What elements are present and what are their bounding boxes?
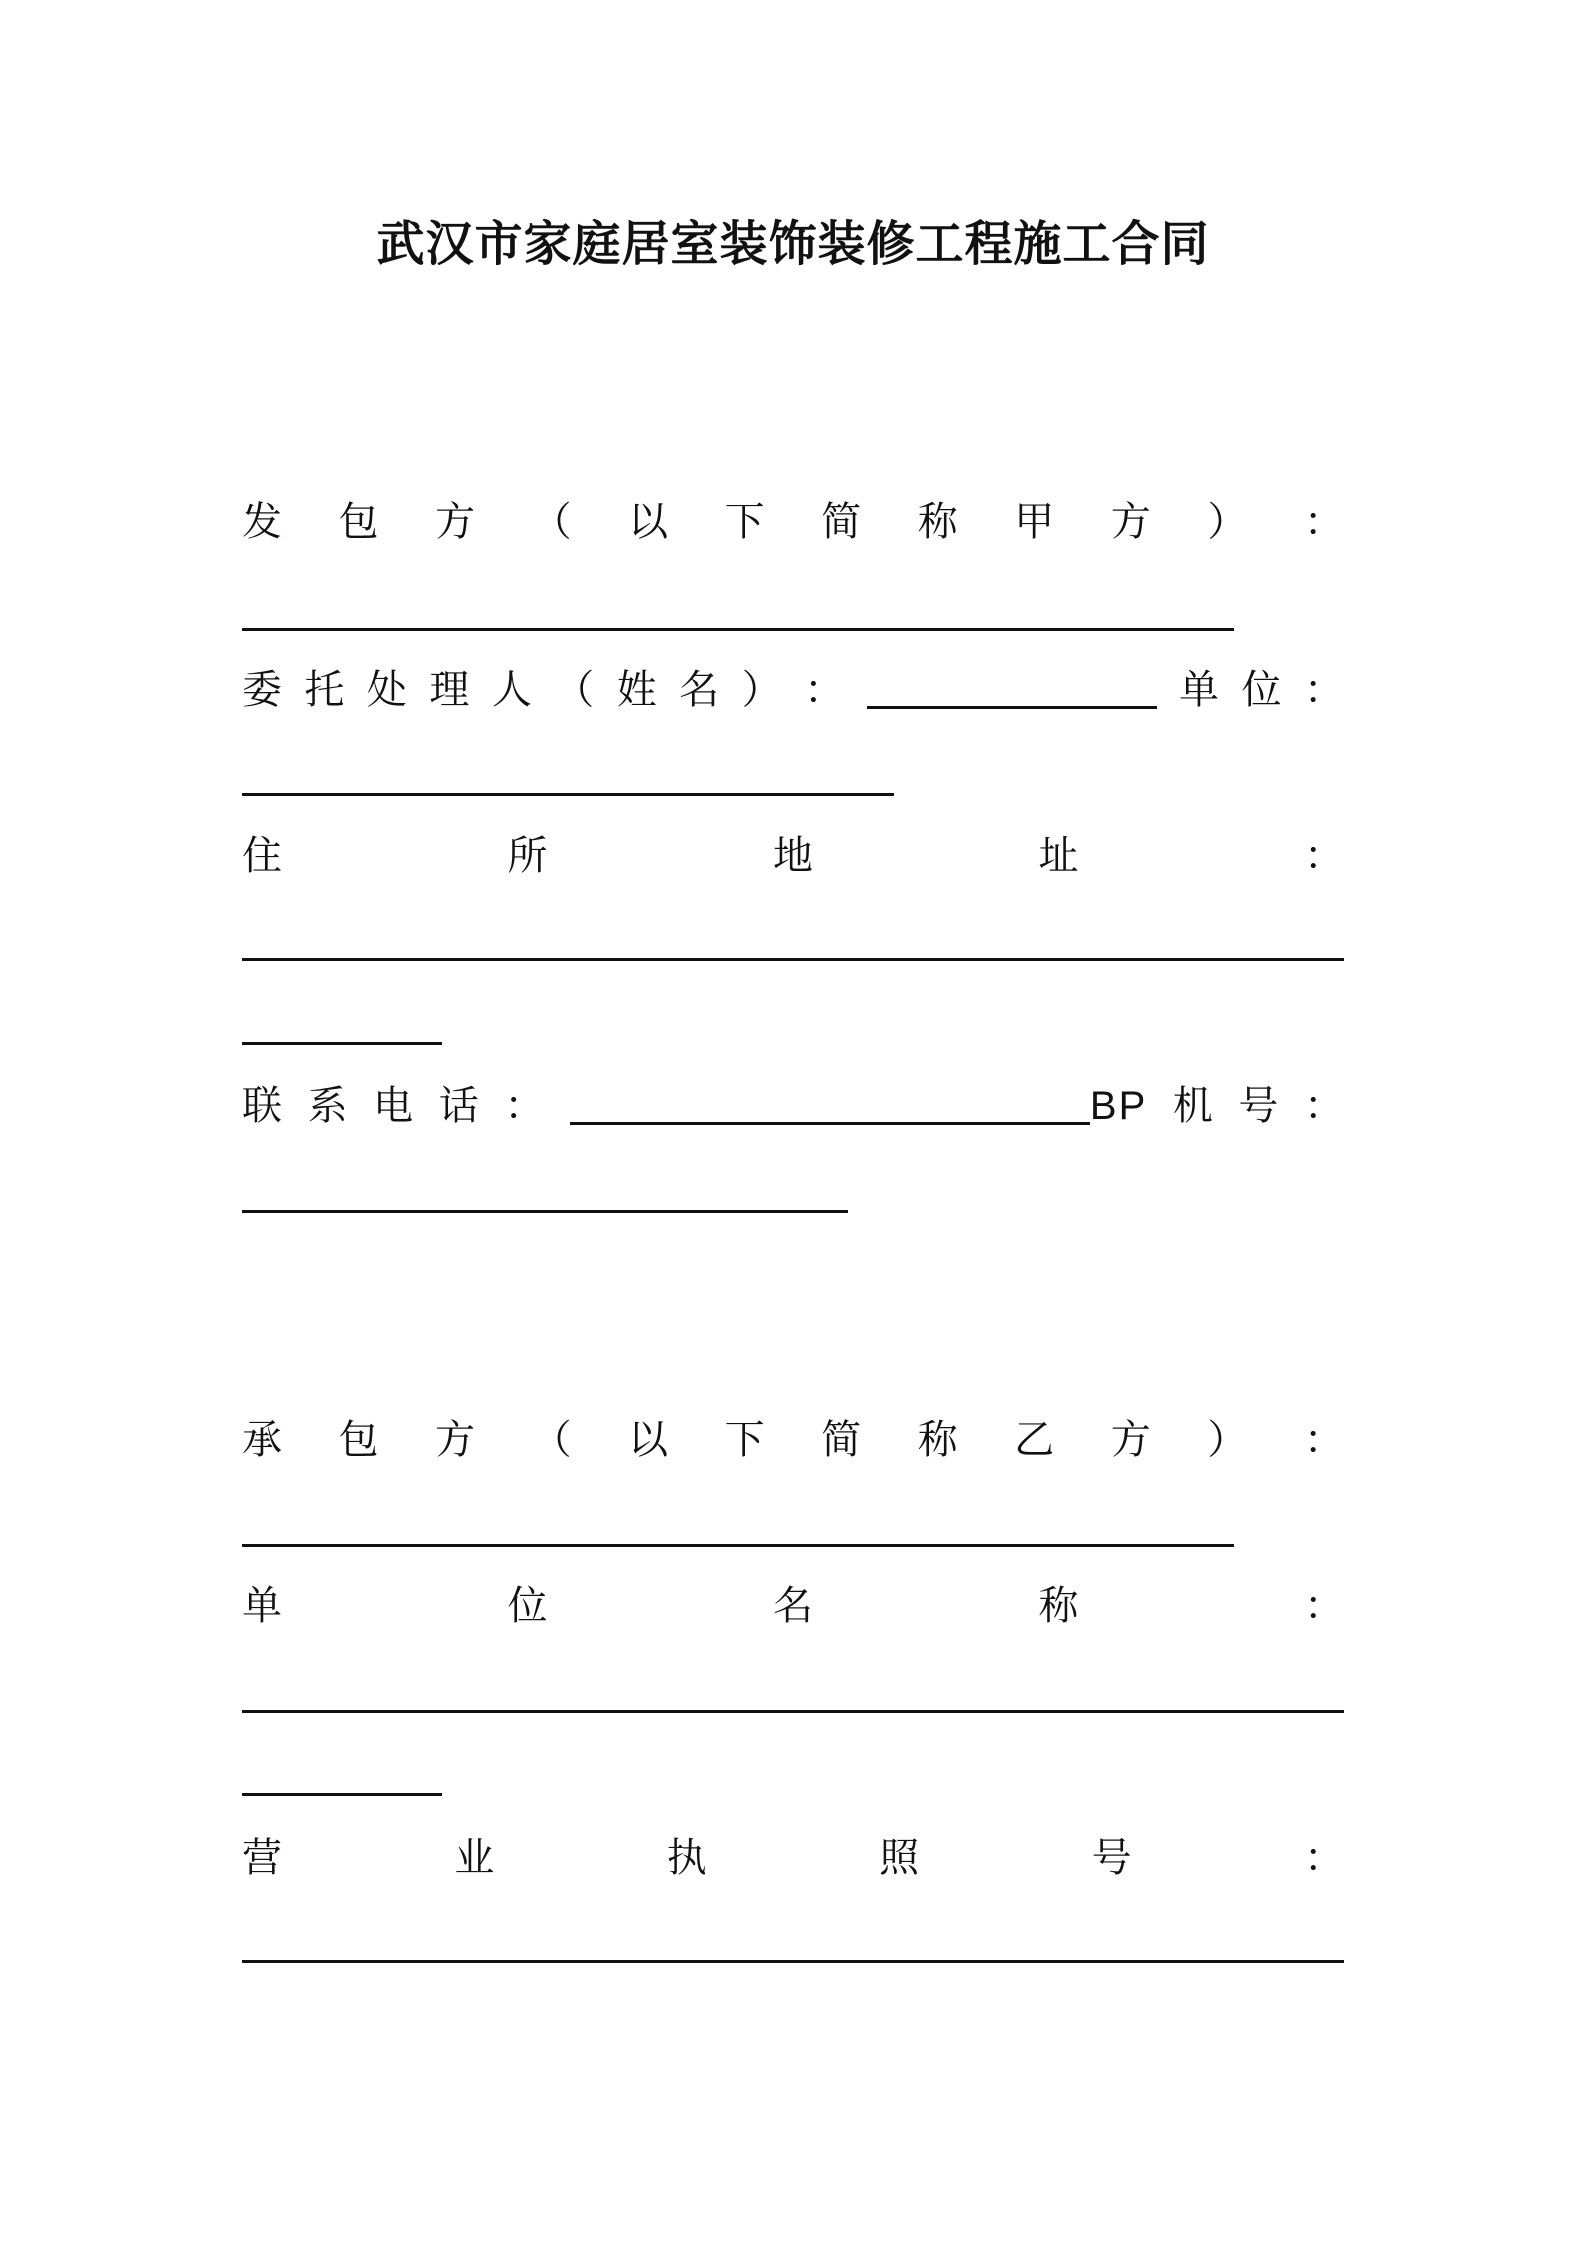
agent-char: 理: [429, 667, 470, 713]
document-title: 武汉市家庭居室装饰装修工程施工合同: [376, 216, 1210, 272]
heading-char: 承: [242, 1417, 282, 1463]
business-license-blank[interactable]: [242, 1960, 1344, 1963]
agent-name-blank[interactable]: [867, 662, 1157, 718]
heading-char: ）: [1207, 499, 1248, 545]
address-char: ：: [1304, 833, 1344, 879]
heading-char: 甲: [1014, 499, 1055, 545]
license-char: 照: [879, 1835, 920, 1881]
unit-name-char: 位: [507, 1583, 548, 1629]
party-a-heading: [242, 494, 1344, 550]
heading-char: 下: [724, 1417, 765, 1463]
phone-blank[interactable]: [570, 1078, 1147, 1134]
unit-name-char: 称: [1038, 1583, 1079, 1629]
unit-name-blank-continued[interactable]: [242, 1793, 442, 1796]
unit-name-blank[interactable]: [242, 1710, 1344, 1713]
unit-char: 位: [1241, 667, 1282, 713]
heading-char: 乙: [1014, 1417, 1055, 1463]
bp-prefix: BP: [1089, 1084, 1148, 1128]
phone-char: 系: [307, 1083, 348, 1129]
heading-char: 以: [628, 1417, 669, 1463]
phone-char: 联: [242, 1083, 282, 1129]
phone-line: [242, 1078, 1344, 1134]
party-a-name-blank[interactable]: [242, 628, 1234, 631]
phone-char: 电: [373, 1083, 414, 1129]
agent-char: 人: [491, 667, 532, 713]
heading-char: 方: [1110, 1417, 1151, 1463]
heading-char: 以: [628, 499, 669, 545]
license-char: 号: [1091, 1835, 1132, 1881]
unit-name-char: ：: [1304, 1583, 1344, 1629]
heading-char: ：: [1303, 499, 1344, 545]
address-char: 住: [242, 833, 282, 879]
agent-char: 委: [242, 667, 282, 713]
unit-name-line: [242, 1578, 1344, 1634]
heading-char: （: [531, 1417, 572, 1463]
license-char: 执: [666, 1835, 707, 1881]
heading-char: 简: [821, 499, 862, 545]
agent-char: 姓: [616, 667, 657, 713]
address-char: 址: [1038, 833, 1079, 879]
bp-char: 号: [1238, 1083, 1279, 1129]
agent-char: （: [554, 667, 595, 713]
license-char: 营: [242, 1835, 282, 1881]
heading-char: （: [531, 499, 572, 545]
heading-char: 包: [338, 499, 379, 545]
unit-char: ：: [1303, 667, 1344, 713]
unit-name-char: 名: [773, 1583, 813, 1629]
bp-char: ：: [1303, 1083, 1344, 1129]
heading-char: 称: [917, 499, 958, 545]
business-license-line: [242, 1830, 1344, 1886]
bp-char: 机: [1172, 1083, 1213, 1129]
address-blank-continued[interactable]: [242, 1042, 442, 1045]
license-char: ：: [1303, 1835, 1344, 1881]
agent-char: 托: [304, 667, 345, 713]
agent-unit-blank[interactable]: [242, 793, 894, 796]
unit-char: 单: [1178, 667, 1219, 713]
unit-name-char: 单: [242, 1583, 282, 1629]
heading-char: ：: [1303, 1417, 1344, 1463]
phone-char: 话: [438, 1083, 479, 1129]
agent-char: 名: [679, 667, 720, 713]
agent-char: 处: [366, 667, 407, 713]
heading-char: 方: [435, 499, 476, 545]
heading-char: 方: [1110, 499, 1151, 545]
heading-char: 称: [917, 1417, 958, 1463]
agent-char: ）: [741, 667, 782, 713]
address-blank[interactable]: [242, 958, 1344, 961]
bp-number-blank[interactable]: [242, 1210, 848, 1213]
heading-char: 下: [724, 499, 765, 545]
address-char: 所: [507, 833, 548, 879]
address-char: 地: [773, 833, 813, 879]
heading-char: 包: [338, 1417, 379, 1463]
party-b-heading: [242, 1412, 1344, 1468]
phone-char: ：: [504, 1083, 545, 1129]
agent-char: ：: [804, 667, 845, 713]
address-line: [242, 828, 1344, 884]
party-b-name-blank[interactable]: [242, 1544, 1234, 1547]
license-char: 业: [454, 1835, 495, 1881]
heading-char: ）: [1207, 1417, 1248, 1463]
heading-char: 简: [821, 1417, 862, 1463]
heading-char: 方: [435, 1417, 476, 1463]
heading-char: 发: [242, 499, 282, 545]
agent-line: [242, 662, 1344, 718]
